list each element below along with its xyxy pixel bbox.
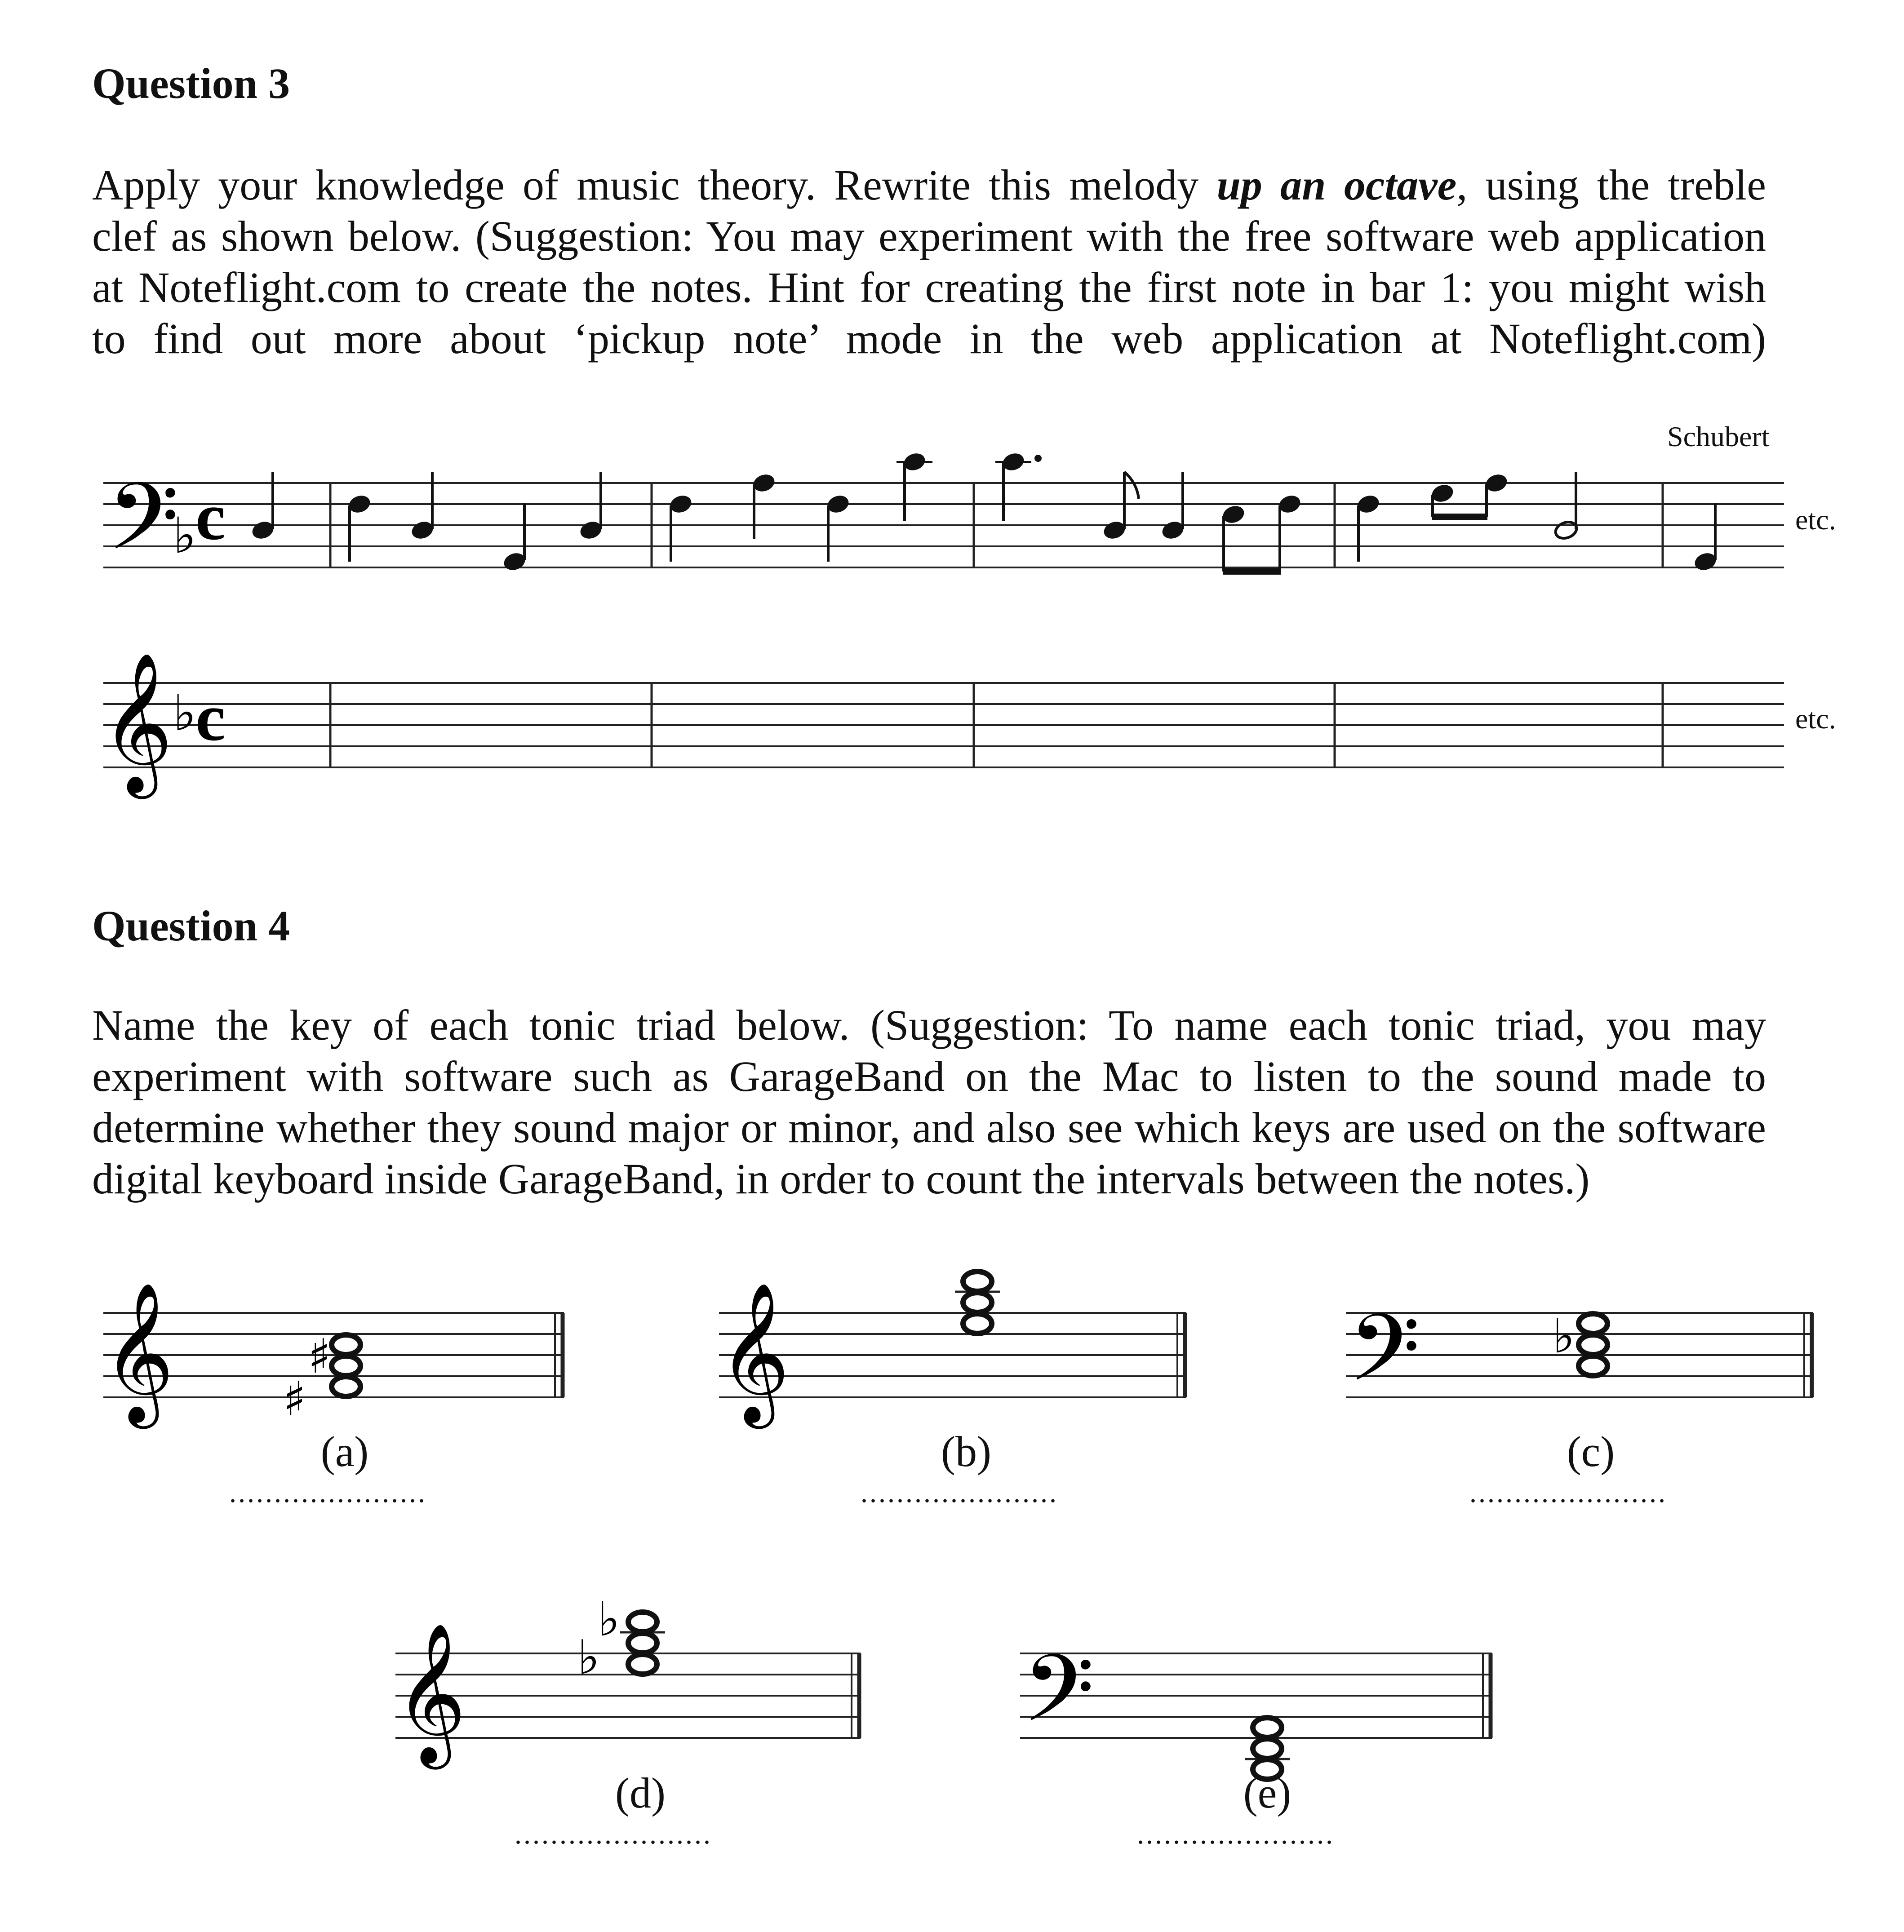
flat-icon: ♭ <box>1553 1309 1575 1364</box>
triad-d-staff <box>395 1592 861 1770</box>
treble-clef-icon: 𝄞 <box>718 1281 790 1422</box>
triad-d-label: (d) <box>615 1769 666 1817</box>
triad-b-label: (b) <box>941 1427 991 1476</box>
flat-key-signature-icon: ♭ <box>173 507 196 564</box>
common-time-icon: c <box>195 680 226 755</box>
q4-line-4: digital keyboard inside GarageBand, in order to count the intervals between the notes.) <box>92 1155 1590 1203</box>
question-3-heading: Question 3 <box>92 59 290 107</box>
bass-clef-icon: 𝄢 <box>107 463 179 594</box>
flat-icon: ♭ <box>577 1630 600 1685</box>
triad-c-staff <box>1346 1294 1813 1425</box>
flat-icon: ♭ <box>598 1592 620 1647</box>
etc-label-bass: etc. <box>1795 504 1836 536</box>
treble-clef-icon: 𝄞 <box>102 1281 174 1422</box>
triad-b-staff <box>718 1272 1186 1430</box>
triad-e-answer-field[interactable]: ...................... <box>1137 1818 1335 1850</box>
q3-line-2: clef as shown below. (Suggestion: You may experiment with the free software web application <box>92 212 1766 260</box>
triad-a-answer-field[interactable]: ...................... <box>229 1476 427 1508</box>
bass-clef-icon: 𝄢 <box>1348 1294 1420 1425</box>
sharp-icon: ♯ <box>283 1372 306 1427</box>
q3-line-3: at Noteflight.com to create the notes. Hint for creating the first note in bar 1: you might wish <box>92 263 1766 311</box>
q3-line-4: to find out more about ‘pickup note’ mode in the web application at Noteflight.com) <box>92 315 1766 363</box>
q4-line-1: Name the key of each tonic triad below. (Suggestion: To name each tonic triad, you may <box>92 1001 1766 1049</box>
bass-clef-icon: 𝄢 <box>1022 1635 1095 1765</box>
question-4-heading: Question 4 <box>92 902 290 950</box>
common-time-icon: c <box>195 479 226 554</box>
treble-clef-icon: 𝄞 <box>395 1622 466 1763</box>
triad-a-label: (a) <box>320 1427 369 1476</box>
triad-c-answer-field[interactable]: ...................... <box>1469 1476 1667 1508</box>
triad-b-answer-field[interactable]: ...................... <box>861 1476 1058 1508</box>
triad-d-answer-field[interactable]: ...................... <box>515 1818 712 1850</box>
treble-clef-icon: 𝄞 <box>101 651 173 793</box>
q4-line-3: determine whether they sound major or minor, and also see which keys are used on the software <box>92 1103 1766 1152</box>
triad-c-label: (c) <box>1567 1427 1615 1476</box>
sharp-icon: ♯ <box>308 1329 331 1384</box>
triad-e-staff <box>1020 1635 1492 1779</box>
emphasis-up-an-octave: up an octave <box>1216 161 1457 209</box>
triad-a-staff <box>102 1281 564 1430</box>
q4-line-2: experiment with software such as GarageBand on the Mac to listen to the sound made to <box>92 1052 1766 1100</box>
triad-e-label: (e) <box>1243 1769 1292 1817</box>
q3-line-1: Apply your knowledge of music theory. Rewrite this melody up an octave, using the treble <box>92 161 1766 209</box>
flat-key-signature-icon: ♭ <box>173 684 196 742</box>
etc-label-treble: etc. <box>1795 703 1836 735</box>
composer-credit: Schubert <box>1667 421 1770 452</box>
